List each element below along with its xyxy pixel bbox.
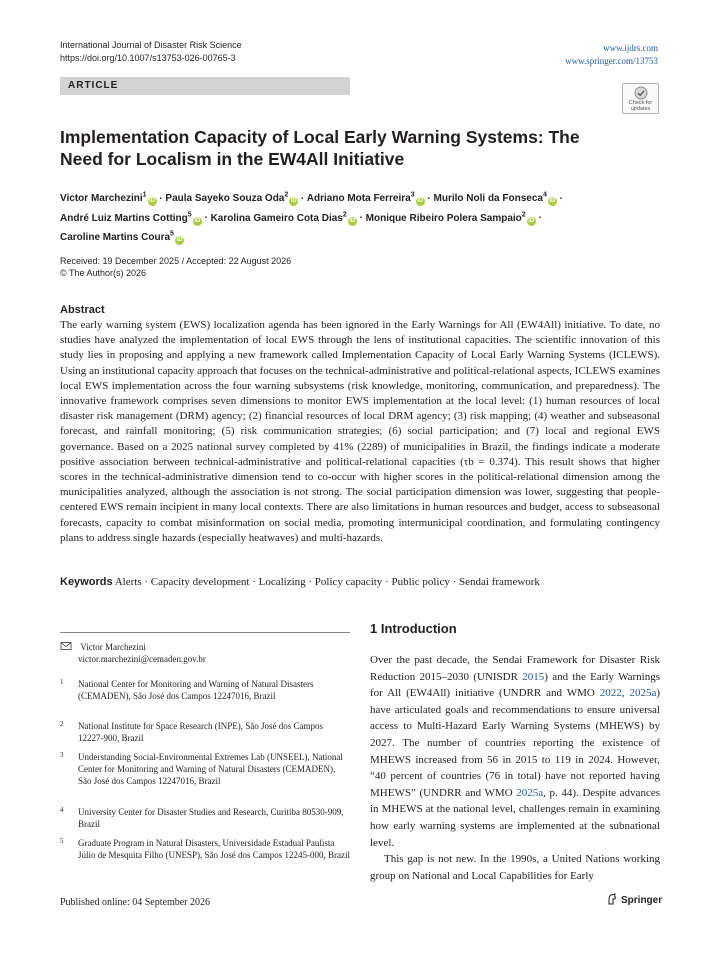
orcid-icon: iD — [194, 217, 201, 224]
orcid-icon: iD — [549, 198, 556, 205]
received-accepted-dates: Received: 19 December 2025 / Accepted: 22 August 2026 — [60, 256, 292, 266]
affiliation-item: 5 Graduate Program in Natural Disasters, Universidade Estadual Paulista Júlio de Mesquita Filho (UNESP), São José dos Campos 12245-000, Brazil — [60, 837, 350, 860]
section-heading-introduction: 1 Introduction — [370, 621, 457, 636]
affiliation-item: 2 National Institute for Space Research (INPE), São José dos Campos 12227-900, Brazil — [60, 720, 323, 743]
author[interactable]: Karolina Gameiro Cota Dias$^2$iD — [210, 211, 356, 224]
orcid-icon: iD — [528, 217, 535, 224]
publisher-logo: Springer — [606, 893, 662, 906]
author[interactable]: Paula Sayeko Souza Oda$^2$iD — [165, 192, 297, 205]
author[interactable]: Murilo Noli da Fonseca$^4$iD — [433, 192, 556, 205]
intro-paragraph: Over the past decade, the Sendai Framework for Disaster Risk Reduction 2015–2030 (UNISDR 2015) and the Early Warnings for All (EW4All) initiative (UNDRR and WMO 2022, 2025a) have articulated goals and recommendations to ensure universal access to Multi-Hazard Early Warning Systems (MHEWS) by 2027. The number of countries reporting the existence of MHEWS increased from 56 in 2015 to 119 in 2024. However, “40 percent of countries (76 in total) have not reported having MHEWS” (UNDRR and WMO 2025a, p. 44). Despite advances in MHEWS at the national level, challenges remain in examining how early warning systems are implemented at the subnational level. — [370, 654, 660, 849]
introduction-body — [370, 652, 660, 884]
affiliation-item: 4 University Center for Disaster Studies and Research, Curitiba 80530-909, Brazil — [60, 806, 344, 829]
intro-paragraph: This gap is not new. In the 1990s, a United Nations working group on National and Local Capabilities for Early — [370, 853, 660, 882]
mail-icon — [60, 642, 72, 650]
springer-horse-icon — [606, 893, 618, 905]
author[interactable]: André Luiz Martins Cotting$^5$iD — [60, 211, 201, 224]
author[interactable]: Victor Marchezini$^1$iD — [60, 192, 156, 205]
keywords-label: Keywords — [60, 576, 113, 588]
journal-name: International Journal of Disaster Risk Science — [60, 40, 242, 50]
affiliation-item: 1 National Center for Monitoring and Warning of Natural Disasters (CEMADEN), São José dos Campos 12247016, Brazil — [60, 678, 314, 701]
author-list: Victor Marchezini$^1$iD · Paula Sayeko Souza Oda$^2$iD · Adriano Mota Ferreira$^3$iD · Murilo Noli da Fonseca$^4$iD · André Luiz Martins Cotting$^5$iD · Karolina Gameiro Cota Dias$^2$iD · Monique Ribeiro Polera Sampaio$^2$iD · Caroline Martins Coura$^5$iD — [60, 192, 563, 243]
abstract-heading: Abstract — [60, 304, 105, 316]
corresponding-author-name: Victor Marchezini — [80, 642, 146, 652]
check-updates-line1: Check for — [628, 100, 653, 106]
affiliation-item: 3 Understanding Social-Environmental Extremes Lab (UNSEEL), National Center for Monitoring and Warning of Natural Disasters (CEMADEN), São José dos Campos 12247016, Brazil — [60, 751, 343, 786]
keywords-list: Alerts · Capacity development · Localizing · Policy capacity · Public policy · Sendai framework — [114, 576, 540, 588]
author[interactable]: Adriano Mota Ferreira$^3$iD — [306, 192, 424, 205]
check-updates-icon — [634, 86, 648, 100]
orcid-icon: iD — [149, 198, 156, 205]
orcid-icon: iD — [176, 236, 183, 243]
footnote-divider — [60, 632, 350, 633]
article-title: Implementation Capacity of Local Early Warning Systems: The Need for Localism in the EW4All Initiative — [60, 127, 580, 169]
copyright-notice: © The Author(s) 2026 — [60, 268, 147, 278]
abstract-text: The early warning system (EWS) localization agenda has been ignored in the Early Warnings for All (EW4All) initiative. To date, no studies have analyzed the implementation of local EWS through the lens of institutional capacities. The scientific innovation of this study lies in proposing and applying a new framework called Implementation Capacity of Local Early Warning Systems (ICLEWS). Using an institutional capacity approach that focuses on the technical-administrative and political-relational aspects, ICLEWS examines local EWS implementation across the four warning subsystems (risk knowledge, monitoring, communication, and preparedness). The innovative framework comprises seven dimensions to monitor EWS implementation at the local level: (1) human resources of local disaster risk management (DRM) agency; (2) financial resources of local DRM agency; (3) risk mapping; (4) weather and subseasonal forecast, and rainfall monitoring; (5) risk communication strategies; (6) social participation; and (7) local and regional EWS governance. Based on a 2025 national survey completed by 41% (2289) of municipalities in Brazil, the findings indicate a moderate positive association between technical-administrative and political-relational capacities (τb = 0.374). This result shows that higher scores in the technical-administrative dimension tend to co-occur with higher scores in the political-relational dimension among the municipalities analyzed, although the association is not strong. The social participation dimension was lower, suggesting that people-centered EWS remain incipient in many local contexts. There are also limitations in human resources and budget, access to subseasonal forecasts, capacity to combat misinformation on social media, promoting intermunicipal coordination, and formulating contingency plans to address single hazards (especially heatwaves) and multi-hazards. — [60, 319, 660, 544]
corresponding-email-link[interactable]: victor.marchezini@cemaden.gov.br — [78, 654, 206, 664]
keywords — [60, 576, 660, 588]
check-updates-line2: updates — [630, 106, 651, 112]
published-online-date: Published online: 04 September 2026 — [60, 897, 210, 908]
citation-link[interactable]: 2015 — [522, 670, 545, 683]
orcid-icon: iD — [290, 198, 297, 205]
author[interactable]: Caroline Martins Coura$^5$iD — [60, 230, 183, 243]
author[interactable]: Monique Ribeiro Polera Sampaio$^2$iD — [365, 211, 535, 224]
correspondence — [60, 641, 350, 665]
citation-link[interactable]: 2025a — [629, 687, 657, 700]
citation-link[interactable]: 2022 — [599, 687, 622, 700]
article-type-bar: ARTICLE — [60, 77, 350, 95]
orcid-icon: iD — [417, 198, 424, 205]
springer-url-link[interactable]: www.springer.com/13753 — [565, 56, 658, 66]
doi-link[interactable]: https://doi.org/10.1007/s13753-026-00765-3 — [60, 53, 236, 63]
orcid-icon: iD — [349, 217, 356, 224]
check-for-updates-badge[interactable] — [622, 83, 659, 114]
journal-url-link[interactable]: www.ijdrs.com — [603, 43, 658, 53]
citation-link[interactable]: 2025a — [516, 786, 544, 799]
